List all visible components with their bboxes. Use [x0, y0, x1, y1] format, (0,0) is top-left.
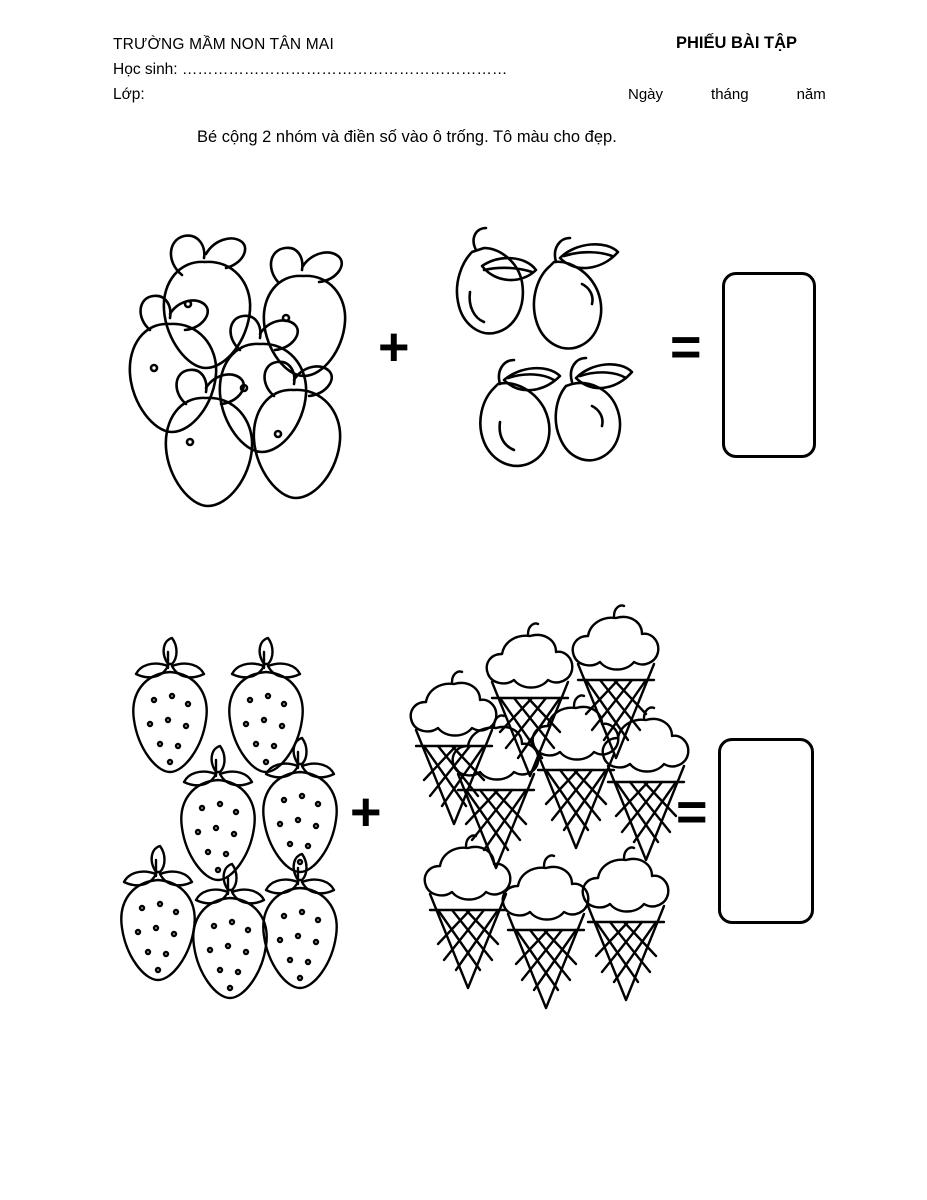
answer-box-2[interactable]: [718, 738, 814, 924]
answer-box-1[interactable]: [722, 272, 816, 458]
mango-group: [440, 210, 640, 510]
plus-operator-2: +: [350, 782, 382, 842]
strawberry-group: [118, 630, 348, 1030]
apple-group: [110, 200, 360, 540]
icecream-illustration: [400, 580, 690, 1050]
equals-operator-1: =: [670, 317, 702, 377]
exercise-row-1: [0, 180, 927, 540]
worksheet-header: [0, 26, 927, 116]
equals-operator-2: =: [676, 782, 708, 842]
exercise-row-2: [0, 570, 927, 1050]
plus-operator-1: +: [378, 317, 410, 377]
strawberry-illustration: [118, 630, 348, 1030]
student-name-field[interactable]: Học sinh: ………………………………………………………: [113, 61, 508, 78]
date-day-label: Ngày: [628, 86, 664, 103]
instruction-text: Bé cộng 2 nhóm và điền số vào ô trống. Tô màu cho đẹp.: [197, 128, 617, 146]
sheet-title: PHIẾU BÀI TẬP: [676, 34, 798, 52]
apple-illustration: [110, 200, 360, 540]
date-row: [628, 86, 888, 103]
icecream-group: [400, 580, 690, 1050]
class-field[interactable]: Lớp:: [113, 86, 145, 103]
school-name: TRƯỜNG MẦM NON TÂN MAI: [113, 36, 334, 53]
date-month-label: tháng: [711, 86, 749, 103]
mango-illustration: [440, 210, 640, 510]
date-year-label: năm: [796, 86, 826, 103]
